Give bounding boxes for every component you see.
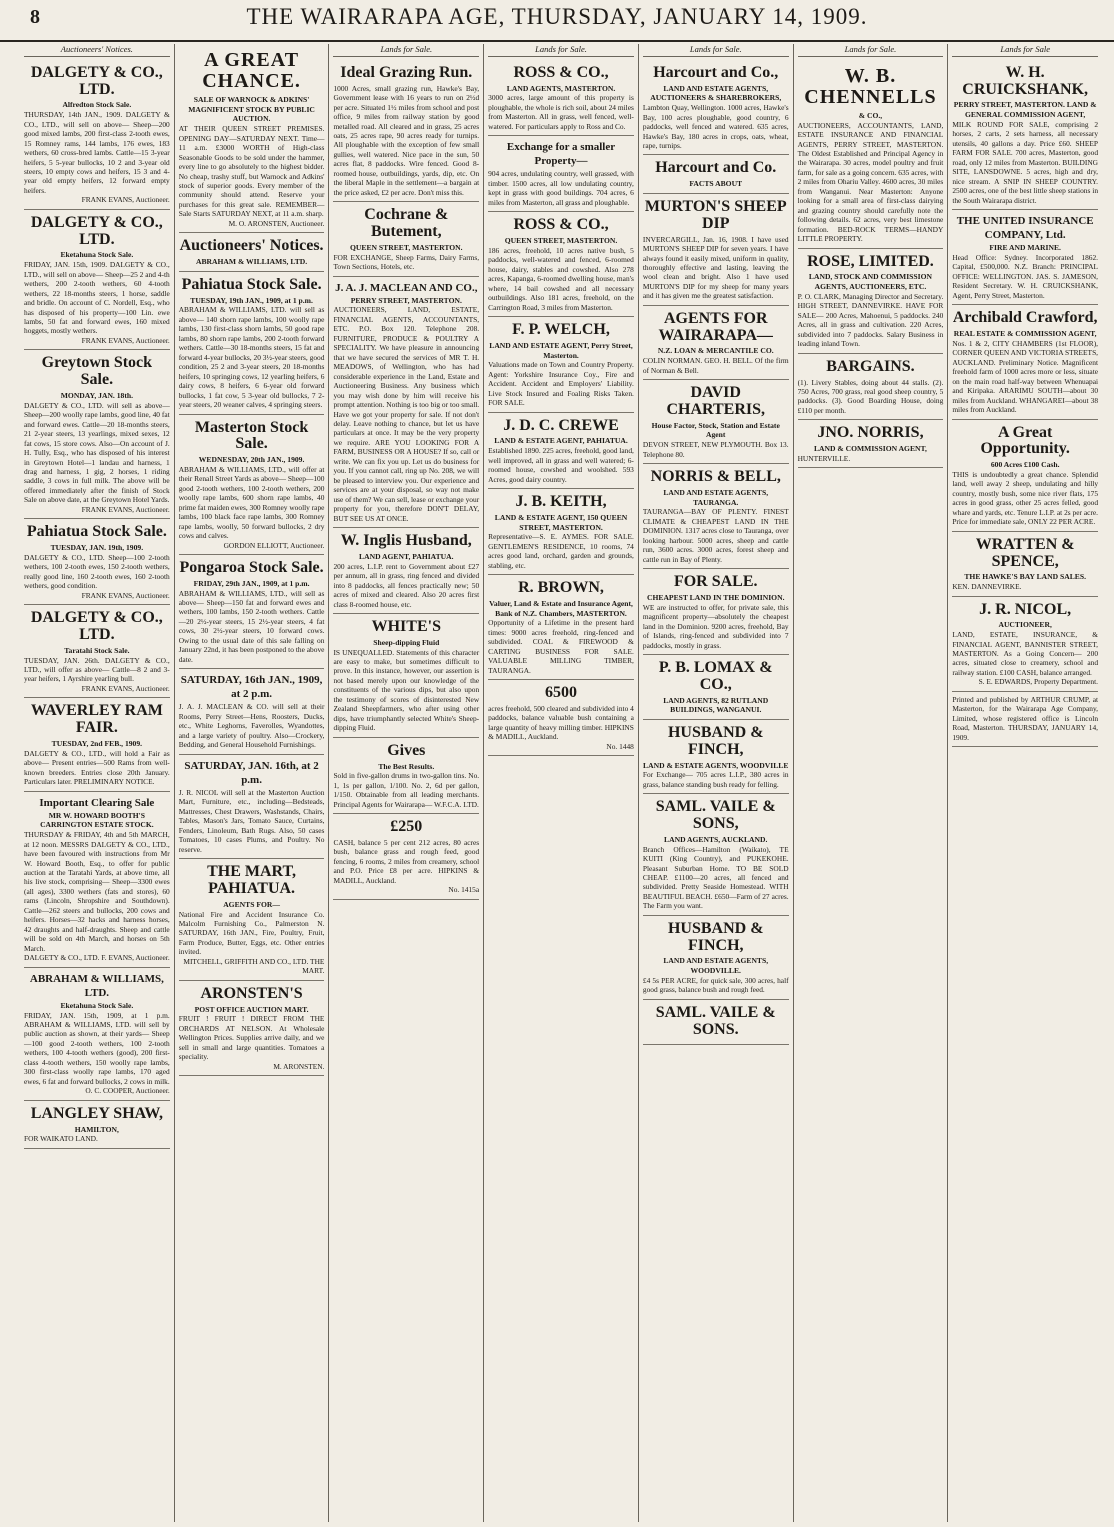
ad-signature: No. 1415a	[448, 885, 480, 895]
ad-signature: FRANK EVANS, Auctioneer.	[81, 335, 170, 345]
ad-subtitle: PERRY STREET, MASTERTON.	[350, 295, 462, 305]
advertisement	[643, 569, 789, 655]
ad-subtitle: LAND AGENTS, MASTERTON.	[506, 83, 616, 93]
ad-title: WRATTEN & SPENCE,	[975, 535, 1075, 570]
ad-subtitle: TUESDAY, 2nd FEB., 1909.	[51, 738, 143, 748]
advertisement	[179, 669, 325, 755]
ad-body: DALGETY & CO., LTD. will sell as above— Sheep—200 woolly rape lambs, good line, 40 fat and forward ewes. Cattle—20 18-months steers, 21 2-year steers, 13 yearlings, mixed sexes, 12 fat cows, 15 store cows. Also—On account of J. H. Tully, Esq., who has disposed of his interest in Greytown Hotel—1 landau and harness, 1 drag and harness, 1 gig, 2 horses, 1 riding saddle, 3 cows in full milk. The above will be offered immediately after the finish of Stock Sale on above date, at the Greytown Hotel Yards.	[24, 400, 170, 505]
advertisement	[488, 575, 634, 680]
advertisement	[643, 916, 789, 1000]
advertisement	[179, 272, 325, 415]
ad-body: 200 acres, L.I.P. rent to Government about £27 per annum, all in grass, ring fenced and divided into 8 paddocks, all fences practically new; 50 acres of mixed and cleared. Also 20 acres first class 8-roomed house, etc.	[333, 561, 480, 609]
ad-subtitle: LAND AGENTS, 82 RUTLAND BUILDINGS, WANGANUI.	[663, 695, 769, 715]
ad-body: LAND, ESTATE, INSURANCE, & FINANCIAL AGENT, BANNISTER STREET, MASTERTON. As a Going Concern— 200 acres, situated close to creamery, school and railway station. £100 CASH, balance arranged.	[952, 630, 1099, 677]
ad-title: A Great Opportunity.	[980, 423, 1070, 458]
newspaper-title: THE WAIRARAPA AGE, THURSDAY, JANUARY 14, 1909.	[246, 4, 868, 29]
ad-body: WE are instructed to offer, for private sale, this magnificent property—absolutely the cheapest land in the Dominion. 9200 acres, freehold, Bay of Islands, ring-fenced and subdivided into 7 paddocks, mostly in grass.	[642, 602, 789, 650]
ad-title: HUSBAND & FINCH,	[667, 724, 764, 758]
ad-subtitle: 600 Acres £100 Cash.	[990, 460, 1060, 470]
ad-title: J. B. KEITH,	[515, 493, 607, 511]
ad-body: AUCTIONEERS, LAND, ESTATE, FINANCIAL AGENTS, ACCOUNTANTS, ETC. P.O. Box 120. Telephone 208. FURNITURE, PRODUCE & POULTRY A SPECIALITY. We have pleasure in announcing that we have secured the services of MR T. H. MEADOWS, of Wellington, who has had considerable experience in the Land, Estate and Auctioneering Business. Any business which you may wish done by him will receive his prompt attention. Nothing is too big or too small. Have we got your property for sale. If not don't delay. Leave nothing to chance, but let us have particulars at once. It may be the very property we require. ARE YOU LOOKING FOR A FARM, BUSINESS OR A HOUSE? If so, call or write. We can fix you up. Let us do business for you. If you cannot call, ring up No. 208, we will be pleased to interview you. Our experience and services are at your disposal, so way not make use of them? We can sell, lease or exchange your property for you, therefore DON'T DELAY, BUT SEE US AT ONCE.	[333, 305, 480, 523]
ad-signature: M. ARONSTEN.	[273, 1061, 325, 1071]
ad-title: LANGLEY SHAW,	[30, 1104, 163, 1122]
ad-title: SATURDAY, 16th JAN., 1909, at 2 p.m.	[180, 674, 323, 701]
ad-title: Auctioneers' Notices.	[179, 237, 324, 255]
column-2	[175, 44, 330, 1522]
advertisement	[952, 305, 1098, 419]
ad-subtitle: ABRAHAM & WILLIAMS, LTD.	[195, 257, 308, 267]
advertisement	[179, 755, 325, 859]
ad-subtitle: CHEAPEST LAND IN THE DOMINION.	[646, 592, 785, 602]
ad-title: Important Clearing Sale	[39, 796, 155, 809]
advertisement	[643, 380, 789, 464]
advertisement	[643, 720, 789, 794]
ad-body: FRUIT ! FRUIT ! DIRECT FROM THE ORCHARDS AT NELSON. At Wholesale Wellington Prices. Supplies arrive daily, and we sell in small and large quantities. Tomatoes a speciality.	[178, 1014, 325, 1062]
advertisement	[643, 60, 789, 156]
ad-subtitle: LAND & ESTATE AGENTS, WOODVILLE	[643, 760, 789, 770]
ad-body: THURSDAY, 14th JAN., 1909. DALGETY & CO., LTD., will sell on above— Sheep—200 good mixed lambs, 200 first-class 2-tooth ewes, 15 Romney rams, 144 lambs, 176 ewes, 183 wethers, 60 cross-bred lambs. Cattle—15 3-year heifers, 5 5-year bullocks, 10 2 and 3-year old steers, 10 empty cows and heifers, 15 3 and 4-year old empty heifers, 12 forward empty heifers.	[24, 110, 170, 195]
ad-title: DAVID CHARTERIS,	[666, 384, 766, 418]
advertisement	[488, 680, 634, 756]
ad-title: Cochrane & Butement,	[364, 206, 449, 241]
ad-subtitle: LAND AND ESTATE AGENTS, AUCTIONEERS & SHAREBROKERS,	[650, 83, 782, 103]
ad-body: FOR EXCHANGE, Sheep Farms, Dairy Farms, Town Sections, Hotels, etc.	[333, 252, 480, 272]
column-6	[794, 44, 949, 1522]
advertisement	[179, 233, 325, 272]
ad-signature: No. 1448	[606, 741, 634, 751]
ad-signature: FRANK EVANS, Auctioneer.	[81, 195, 170, 205]
advertisement	[643, 1000, 789, 1046]
ad-subtitle: FACTS ABOUT	[689, 179, 743, 189]
ad-subtitle: LAND AGENT, PAHIATUA.	[359, 551, 454, 561]
advertisement	[24, 350, 170, 519]
ad-title: THE MART, PAHIATUA.	[207, 863, 297, 898]
ad-body: ABRAHAM & WILLIAMS, LTD., will sell as above— Sheep—150 fat and forward ewes and wethers, 100 lambs, 150 2-tooth wethers. Cattle—20 2½-year steers, 15 2½-year steers, 4 fat cows, 30 2½-year steers, 10 forward cows. Owing to the usual date of this sale falling on January 22nd, it has been postponed to the above date.	[178, 588, 325, 664]
advertisement	[333, 202, 479, 276]
ad-body: THIS is undoubtedly a great chance. Splendid land, well away 2 sheep, undulating and hilly country, mostly bush, some nice river flats, 175 acres in good grass, other 25 acres felled, good whare and yards, etc. Tenure L.I.P. at 2s per acre. Price for immediate sale, ONLY 22 PER ACRE.	[952, 469, 1099, 527]
ad-title: J. R. NICOL,	[979, 600, 1072, 618]
ad-title: ARONSTEN'S	[200, 984, 303, 1002]
ad-subtitle: HAMILTON,	[74, 1124, 119, 1134]
advertisement	[643, 194, 789, 306]
ad-body: Lambton Quay, Wellington. 1000 acres, Hawke's Bay, 100 acres ploughable, good country, 6 paddocks, well fenced and watered. 635 acres, Hawke's Bay, 180 acres in crops, oats, wheat, rape, turnips.	[642, 103, 789, 150]
advertisement	[333, 60, 479, 202]
column-heading: Auctioneers' Notices.	[24, 44, 170, 57]
column-1	[20, 44, 175, 1522]
advertisement	[643, 794, 789, 916]
advertisement	[643, 464, 789, 569]
ad-body: 3000 acres, large amount of this property is ploughable, the whole is rich soil, about 24 miles from Masterton. All in grass, well fenced, well-watered. For particulars apply to Ross and Co.	[488, 93, 634, 131]
ad-body: KEN. DANNEVIRKE.	[952, 582, 1022, 592]
ad-subtitle: REAL ESTATE & COMMISSION AGENT,	[953, 329, 1097, 339]
ad-subtitle: TUESDAY, JAN. 19th, 1909.	[50, 543, 144, 553]
ad-title: A GREAT CHANCE.	[202, 49, 301, 92]
advertisement	[333, 528, 479, 614]
ad-title: Harcourt and Co.	[655, 159, 777, 177]
ad-subtitle: FIRE AND MARINE.	[989, 243, 1061, 253]
ad-subtitle: THE HAWKE'S BAY LAND SALES.	[964, 572, 1086, 582]
advertisement	[24, 792, 170, 968]
ad-body: AT THEIR QUEEN STREET PREMISES. OPENING DAY—SATURDAY NEXT. Time—11 a.m. £3000 WORTH of High-class Seasonable Goods to be sold under the hammer, every line to go absolutely to the highest bidder. No cheap, trashy stuff, but Warnock and Adkins' stock of superior goods. Every member of the community should attend. Reserve your purchases for this great sale. REMEMBER—Sale Starts SATURDAY NEXT, at 11 a.m. sharp.	[178, 124, 325, 219]
advertisement	[24, 698, 170, 791]
ad-title: W. B. CHENNELLS	[804, 64, 937, 108]
ad-title: J. D. C. CREWE	[503, 416, 619, 434]
column-heading: Lands for Sale	[952, 44, 1098, 57]
ad-body: CASH, balance 5 per cent 212 acres, 80 acres bush, balance grass and rough feed, good fencing, 6 rooms, 2 miles from creamery, school and P.O. Price £8 per acre. HIPKINS & MADILL, Auckland.	[333, 837, 480, 885]
column-heading: Lands for Sale.	[333, 44, 479, 57]
ad-title: Pahiatua Stock Sale.	[26, 523, 167, 541]
ad-body: P. O. CLARK, Managing Director and Secretary. HIGH STREET, DANNEVIRKE. HAVE FOR SALE— 200 Acres, Mahoenui, 5 paddocks. 240 Acres, all in grass and cultivation. 220 Acres, subdivided into 7 paddocks. Salary Business in leading inland Town.	[797, 291, 944, 349]
ad-title: SAML. VAILE & SONS,	[655, 798, 776, 833]
ad-body: Head Office: Sydney. Incorporated 1862. Capital, £500,000. N.Z. Branch: PRINCIPAL OFFICE: WELLINGTON. JAS. S. JAMESON, Resident Secretary. W. H. CRUICKSHANK, Agent, Perry Street, Masterton.	[952, 253, 1099, 300]
ad-title: P. B. LOMAX & CO.,	[658, 658, 773, 693]
ad-body: HUNTERVILLE.	[797, 453, 851, 463]
advertisement	[179, 981, 325, 1076]
advertisement	[24, 60, 170, 210]
ad-body: FRIDAY, JAN. 15th, 1909. DALGETY & CO., LTD., will sell on above— Sheep—25 2 and 4-th wethers, 200 2-tooth wethers, 60 4-tooth wethers, 22 18-months steers, 1 horse, saddle and bridle. On account of C. Nordell, Esq., who has disposed of his property—100 Lin. ewe lambs, 50 fat and forward ewes, 160 mixed hoggets, mostly wethers.	[24, 260, 170, 336]
ad-subtitle: LAND AND ESTATE AGENTS, WOODVILLE.	[663, 956, 769, 976]
advertisement	[952, 692, 1098, 747]
advertisement	[333, 738, 479, 814]
ad-subtitle: & CO.,	[858, 110, 883, 120]
advertisement	[798, 354, 944, 421]
advertisement	[24, 605, 170, 698]
ad-title: BARGAINS.	[826, 357, 915, 375]
ad-subtitle: QUEEN STREET, MASTERTON.	[504, 236, 618, 246]
ad-subtitle: The Best Results.	[378, 761, 435, 771]
ad-title: ROSS & CO.,	[513, 216, 609, 234]
ad-subtitle: LAND & COMMISSION AGENT,	[813, 444, 927, 454]
column-heading: Lands for Sale.	[488, 44, 634, 57]
ad-subtitle: LAND AND ESTATE AGENT, Perry Street, Masterton.	[489, 340, 633, 360]
advertisement	[952, 60, 1098, 210]
advertisement	[798, 420, 944, 468]
ad-subtitle: PERRY STREET, MASTERTON. LAND & GENERAL COMMISSION AGENT,	[953, 100, 1097, 120]
ad-subtitle: AGENTS FOR—	[223, 899, 280, 909]
ad-title: AGENTS FOR WAIRARAPA—	[658, 309, 773, 344]
ad-subtitle: N.Z. LOAN & MERCANTILE CO.	[657, 346, 774, 356]
ad-title: SAML. VAILE & SONS.	[655, 1003, 776, 1038]
ad-subtitle: MONDAY, JAN. 18th.	[60, 391, 133, 400]
advertisement	[952, 420, 1098, 532]
ad-subtitle: MR W. HOWARD BOOTH'S CARRINGTON ESTATE STOCK.	[40, 810, 154, 830]
ad-body: ABRAHAM & WILLIAMS, LTD., will offer at their Renall Street Yards as above— Sheep—100 good 2-tooth wethers, 100 2-tooth wethers, 200 woolly rape lambs, 600 shorn rape lambs, 40 prime fat maiden ewes, 300 Romney woolly rape lambs, 100 black face rape lambs, 300 Romney rape lambs, woolly, 50 forward bullocks, 2 dry cows and calves.	[178, 464, 325, 541]
ad-body: Printed and published by ARTHUR CRUMP, at Masterton, for the Wairarapa Age Company, Limited, whose registered office is Lincoln Road, Masterton. THURSDAY, JANUARY 14, 1909.	[952, 694, 1099, 742]
ad-subtitle: LAND AND ESTATE AGENTS, TAURANGA.	[663, 487, 769, 507]
advertisement	[952, 597, 1098, 692]
advertisement	[488, 489, 634, 575]
ad-title: WAVERLEY RAM FAIR.	[30, 702, 163, 737]
ad-subtitle: LAND & ESTATE AGENT, 150 QUEEN STREET, MASTERTON.	[494, 512, 628, 532]
ad-body: (1). Livery Stables, doing about 44 stalls. (2). 750 Acres, 700 grass, real good sheep country, 5 paddocks. (3). Good Boarding House, doing £110 per month.	[797, 377, 944, 415]
advertisement	[24, 1101, 170, 1149]
column-heading: Lands for Sale.	[798, 44, 944, 57]
advertisement	[333, 614, 479, 738]
ad-body: Branch Offices—Hamilton (Waikato), TE KUITI (King Country), and PUKEKOHE. Pleasant Suburban Home. TO BE SOLD CHEAP. £1100—20 acres, all fenced and subdivided. Pretty Seaside Homestead. WITH BEAUTIFUL BEACH. £650—Farm of 27 acres. The Farm you want.	[642, 844, 789, 911]
column-4	[484, 44, 639, 1522]
advertisement	[488, 317, 634, 413]
ad-title: J. A. J. MACLEAN AND CO.,	[335, 281, 478, 294]
columns-container	[20, 44, 1102, 1522]
ad-title: WHITE'S	[371, 617, 441, 635]
ad-signature: M. O. ARONSTEN, Auctioneer.	[228, 218, 325, 228]
column-heading: Lands for Sale.	[643, 44, 789, 57]
column-5	[639, 44, 794, 1522]
ad-subtitle: AUCTIONEER,	[998, 620, 1052, 630]
ad-body: DEVON STREET, NEW PLYMOUTH. Box 13. Telephone 80.	[642, 440, 789, 459]
ad-signature: FRANK EVANS, Auctioneer.	[81, 504, 170, 514]
ad-subtitle: WEDNESDAY, 20th JAN., 1909.	[198, 455, 305, 465]
ad-subtitle: TUESDAY, 19th JAN., 1909, at 1 p.m.	[190, 295, 313, 305]
ad-subtitle: POST OFFICE AUCTION MART.	[194, 1004, 309, 1014]
advertisement	[179, 44, 325, 233]
ad-body: INVERCARGILL, Jan. 16, 1908. I have used MURTON'S SHEEP DIP for seven years. I have always found it easily mixed, uniform in quality, thoroughly effective and lasting, leaving the wool clean and bright. Also 1 have used MURTON'S DIP for my sheep for many years and it has given me the greatest satisfaction.	[642, 234, 789, 301]
ad-title: ROSS & CO.,	[513, 63, 609, 81]
ad-signature: FRANK EVANS, Auctioneer.	[81, 683, 170, 693]
ad-title: Exchange for a smaller Property—	[506, 141, 616, 168]
advertisement	[179, 415, 325, 556]
ad-body: ABRAHAM & WILLIAMS, LTD. will sell as above— 140 shorn rape lambs, 100 woolly rape lambs, 130 first-class shorn lambs, 50 good rape lambs, 80 shorn rape lambs, 200 2-tooth forward wethers. Cattle—30 18-months steers, 15 fat and forward 4-year bullocks, 20 3½-year steers, good condition, 25 2 and 3-year steers, 20 18-months heifers, 10 springing cows, 12 yearling heifers, 6 dairy cows, 8 heifers, 6 6-year old forward bullocks, 1 fat cow, 5 3-year old bullocks, 7 2-year steers, 20 weaner calves, 4 springing steers.	[178, 305, 325, 410]
ad-title: DALGETY & CO., LTD.	[30, 63, 163, 98]
ad-title: MURTON'S SHEEP DIP	[644, 197, 787, 232]
ad-body: J. A. J. MACLEAN & CO. will sell at their Rooms, Perry Street—Hens, Roosters, Ducks, etc., White Leghorns, Faverolles, Wyandottes, and a large variety of poultry. Also—Crockery, Bedding, and General Household Furnishings.	[178, 702, 325, 750]
ad-body: THURSDAY & FRIDAY, 4th and 5th MARCH, at 12 noon. MESSRS DALGETY & CO., LTD., have been favoured with instructions from Mr W. Howard Booth, Esq., to offer for public auction at the Taratahi Yards, at above time, all his live stock, comprising— Sheep—3300 ewes (all ages), 3300 wethers (fats and stores), 60 rams (Lincoln, Shropshire and Southdown). Cattle—262 steers and bullocks, 200 cows and heifers. Horses—32 hacks and harness horses, 42 draughts and half-draughts. Sheep and cattle will be sold on 4th March, and horses on 5th March.	[24, 830, 170, 953]
ad-subtitle: Taratahi Stock Sale.	[64, 645, 130, 655]
ad-body: 1000 Acres, small grazing run, Hawke's Bay, Government lease with 16 years to run on 2½d per acre. Situated 1½ miles from school and post office, 9 miles from railway station by good metalled road. All cleared and in grass, 25 acres oats, 25 acres rape, 90 acres ready for turnips. All ploughable with the exception of few small gullies, well watered. Nice pace in the sun, 50 acres flat, 8 paddocks. Wire fenced. Good 8-roomed house, outbuildings, yards, dip, etc. On the liberal Maple in the settlement—a bargain at the price asked, £2 per acre. Don't miss this.	[333, 83, 480, 197]
ad-subtitle: Valuer, Land & Estate and Insurance Agent, Bank of N.Z. Chambers, MASTERTON.	[489, 598, 633, 618]
ad-title: JNO. NORRIS,	[817, 424, 924, 442]
advertisement	[24, 210, 170, 351]
advertisement	[179, 555, 325, 669]
advertisement	[333, 814, 479, 900]
ad-signature: S. E. EDWARDS, Property Department.	[978, 677, 1099, 687]
page-number: 8	[30, 6, 40, 28]
ad-body: Opportunity of a Lifetime in the present hard times: 9000 acres freehold, ring-fenced and subdivided. COAL & FIREWOOD & CARTING BUSINESS FOR SALE. VALUABLE MILLING TIMBER, TAURANGA.	[488, 618, 634, 675]
ad-signature: MITCHELL, GRIFFITH AND CO., LTD. THE MART.	[183, 956, 325, 976]
ad-body: acres freehold, 500 cleared and subdivided into 4 paddocks, balance valuable bush containing a large quantity of heavy milling timber. HIPKINS & MADILL, Auckland.	[488, 704, 634, 742]
ad-subtitle: FRIDAY, 29th JAN., 1909, at 1 p.m.	[193, 578, 310, 588]
ad-title: DALGETY & CO., LTD.	[30, 609, 163, 643]
ad-title: NORRIS & BELL,	[650, 468, 781, 486]
masthead	[0, 0, 1114, 42]
ad-subtitle: House Factor, Stock, Station and Estate Agent	[651, 420, 780, 440]
advertisement	[643, 155, 789, 194]
ad-body: TAURANGA—BAY OF PLENTY. FINEST CLIMATE & CHEAPEST LAND IN THE DOMINION. 1317 acres close to Tauranga, over looking harbour. 5000 acres, sheep and cattle run, 3600 acres. 3000 acres, forest sheep and cattle run in Bay of Plenty.	[642, 507, 789, 564]
advertisement	[798, 249, 944, 354]
ad-body: Representative—S. E. AYMES. FOR SALE. GENTLEMEN'S RESIDENCE, 10 rooms, 74 acres good land, orchard, garden and grounds, stabling, etc.	[488, 532, 634, 570]
ad-body: IS UNEQUALLED. Statements of this character are easy to make, but sometimes difficult to prove. In this instance, however, our assertion is not based merely upon our knowledge of the constituents of the various dips, but also upon the testimony of scores of disinterested New Zealand Sheepfarmers, who after using other dips, have triumphantly selected White's Sheep-dipping Fluid.	[333, 647, 480, 733]
ad-body: FOR WAIKATO LAND.	[24, 1134, 98, 1144]
advertisement	[643, 306, 789, 380]
ad-body: Established 1890. 225 acres, freehold, good land, well improved, all in grass and well watered; 6-roomed house, cowshed and woolshed. 593 Acres, good dairy country.	[488, 446, 634, 484]
ad-title: Pahiatua Stock Sale.	[181, 275, 322, 293]
ad-subtitle: SALE OF WARNOCK & ADKINS' MAGNIFICENT STOCK BY PUBLIC AUCTION.	[188, 95, 315, 124]
ad-body: AUCTIONEERS, ACCOUNTANTS, LAND, ESTATE INSURANCE AND FINANCIAL AGENTS, PERRY STREET, MASTERTON. The Oldest Established and Principal Agency in the Wairarapa. 30 acres, model poultry and fruit farm, for sale as a going concern. 635 acres, with 2 miles from Ohariu Valley. 4600 acres, 30 miles from Wanganui. Near Masterton: Anyone looking for a small area of first-class dairying and grazing country should carefully note the following details. 62 acres, very best limestone formation. BED-ROCK TERMS—HANDY LITTLE PROPERTY.	[797, 120, 944, 244]
ad-title: F. P. WELCH,	[512, 321, 610, 339]
ad-body: DALGETY & CO., LTD., will hold a Fair as above— Present entries—500 Rams from well-known breeders. Entries close 20th January. Particulars later. PRELIMINARY NOTICE.	[24, 748, 170, 787]
ad-title: W. H. CRUICKSHANK,	[962, 63, 1089, 98]
ad-subtitle: LAND & ESTATE AGENT, PAHIATUA.	[494, 436, 628, 446]
ad-title: W. Inglis Husband,	[340, 532, 472, 550]
ad-body: DALGETY & CO., LTD. Sheep—100 2-tooth wethers, 100 2-tooth ewes, 150 2-tooth wethers, really good line, 160 2-tooth ewes, 160 2-tooth wethers, good condition.	[24, 552, 170, 591]
column-7	[948, 44, 1102, 1522]
advertisement	[488, 60, 634, 136]
ad-body: National Fire and Accident Insurance Co. Malcolm Furnishing Co., Palmerston N. SATURDAY, 16th JAN., Fire, Poultry, Fruit, Farm Produce, Butter, Eggs, etc. Other entries invited.	[178, 909, 325, 957]
advertisement	[24, 968, 170, 1101]
ad-body: TUESDAY, JAN. 26th. DALGETY & CO., LTD., will offer as above— Cattle—8 2 and 3-year heifers, 1 Ayrshire yearling bull.	[24, 655, 170, 684]
ad-body: Sold in five-gallon drums in two-gallon tins. No. 1, 1s per gallon, 1/100. No. 2, 6d per gallon, 1/150. Obtainable from all leading merchants. Principal Agents for Wairarapa— W.F.C.A. LTD.	[333, 771, 480, 809]
ad-title: Gives	[387, 741, 426, 759]
ad-title: £250	[390, 818, 423, 836]
ad-title: 6500	[545, 684, 578, 702]
ad-subtitle: LAND AGENTS, AUCKLAND.	[664, 834, 768, 844]
advertisement	[24, 519, 170, 605]
advertisement	[643, 655, 789, 720]
advertisement	[333, 277, 479, 529]
ad-title: R. BROWN,	[518, 579, 604, 597]
ad-signature: GORDON ELLIOTT, Auctioneer.	[223, 540, 325, 550]
ad-body: For Exchange— 705 acres L.I.P., 380 acres in grass, balance standing bush ready for felling.	[642, 770, 789, 789]
advertisement	[488, 413, 634, 489]
ad-body: J. R. NICOL will sell at the Masterton Auction Mart, Furniture, etc., including—Bedsteads, Mattresses, Chest Drawers, Washstands, Chairs, Tables, Mason's Jars, Tomato Sauce, Curtains, Fenders, Linoleum, Bath Rugs. Also, 50 cases Tomatoes, 10 cases Plums, and Poultry. No reserve.	[178, 787, 325, 854]
ad-subtitle: LAND, STOCK AND COMMISSION AGENTS, AUCTIONEERS, ETC.	[808, 272, 932, 292]
ad-body: 186 acres, freehold, 10 acres native bush, 5 paddocks, well-watered and fenced, 6-roomed house, dairy, stables and cowshed. Also 278 acres, Kapanga, 6-roomed dwelling house, man's where, 14 bail cowshed and all necessary outbuildings. Also 181 acres, freehold, on the Carrington Road, 3 miles from Masterton.	[488, 245, 634, 312]
ad-title: FOR SALE.	[673, 573, 758, 591]
ad-title: ABRAHAM & WILLIAMS, LTD.	[29, 972, 164, 999]
ad-body: COLIN NORMAN. GEO. H. BELL. Of the firm of Norman & Bell.	[642, 356, 789, 375]
ad-title: HUSBAND & FINCH,	[667, 919, 764, 954]
advertisement	[952, 532, 1098, 597]
ad-title: DALGETY & CO., LTD.	[30, 213, 163, 248]
advertisement	[952, 210, 1098, 305]
ad-subtitle: Sheep-dipping Fluid	[373, 637, 440, 647]
ad-title: Archibald Crawford,	[952, 309, 1098, 327]
ad-signature: FRANK EVANS, Auctioneer.	[81, 590, 170, 600]
advertisement	[179, 859, 325, 981]
advertisement	[488, 136, 634, 212]
ad-body: MILK ROUND FOR SALE, comprising 2 horses, 2 carts, 2 sets harness, all necessary utensils, 40 gallons a day. Price £60. SHEEP FARM FOR SALE. 700 acres, Masterton, good road, only 12 miles from Masterton. BUILDING SITE, LANSDOWNE. 5 acres, high and dry, nice stream. A SNIP IN SHEEP COUNTRY. 2500 acres, one of the best little sheep stations in the South Wairarapa district.	[952, 119, 1099, 205]
ad-subtitle: Eketahuna Stock Sale.	[60, 250, 134, 260]
ad-title: Ideal Grazing Run.	[340, 63, 473, 81]
ad-body: Nos. 1 & 2, CITY CHAMBERS (1st FLOOR), CORNER QUEEN AND VICTORIA STREETS, AUCKLAND. Preliminary Notice. Magnificent freehold farm of 1000 acres more or less, situate on the main road half-way between Whenuapai and Kiripaka. ARARIMU SOUTH—about 30 miles from Auckland. WHANGAREI—about 38 miles from Auckland.	[952, 338, 1099, 415]
ad-subtitle: Eketahuna Stock Sale.	[60, 1000, 134, 1010]
advertisement	[488, 212, 634, 317]
ad-subtitle: Alfredton Stock Sale.	[62, 100, 132, 110]
ad-body: FRIDAY, JAN. 15th, 1909, at 1 p.m. ABRAHAM & WILLIAMS, LTD. will sell by public auction as shown, at their yards— Sheep—100 good 2-tooth wethers, 100 2-tooth wethers, 100 4-tooth wethers (good), 200 first-class 4-tooth wethers, 150 woolly rape lambs, 300 first-class woolly rape lambs, 170 aged ewes, 6 fat and forward bullocks, 2 cows in milk.	[24, 1010, 170, 1086]
ad-title: THE UNITED INSURANCE COMPANY, Ltd.	[956, 215, 1094, 242]
ad-body: 904 acres, undulating country, well grassed, with timber. 1500 acres, all low undulating country, kept in grass with good buildings. 704 acres, 6 miles from Masterton, all grass and ploughable.	[488, 169, 634, 207]
ad-subtitle: QUEEN STREET, MASTERTON.	[350, 242, 463, 252]
ad-title: Harcourt and Co.,	[653, 63, 779, 81]
column-3	[329, 44, 484, 1522]
ad-title: Pongaroa Stock Sale.	[179, 559, 324, 577]
ad-title: ROSE, LIMITED.	[807, 252, 934, 270]
ad-body: Valuations made on Town and Country Property. Agent: Yorkshire Insurance Coy., Fire and Accident. Accident and Employers' Liability. Live Stock Insured and Foaling Risks Taken. FOR SALE.	[488, 360, 634, 408]
ad-title: Greytown Stock Sale.	[41, 354, 153, 389]
ad-signature: O. C. COOPER, Auctioneer.	[85, 1086, 170, 1096]
ad-title: SATURDAY, JAN. 16th, at 2 p.m.	[184, 759, 319, 786]
advertisement	[798, 60, 944, 249]
ad-title: Masterton Stock Sale.	[194, 418, 309, 453]
ad-signature: DALGETY & CO., LTD. F. EVANS, Auctioneer.	[24, 953, 170, 963]
ad-body: £4 5s PER ACRE, for quick sale, 300 acres, half good grass, balance bush and rough feed.	[642, 975, 789, 995]
